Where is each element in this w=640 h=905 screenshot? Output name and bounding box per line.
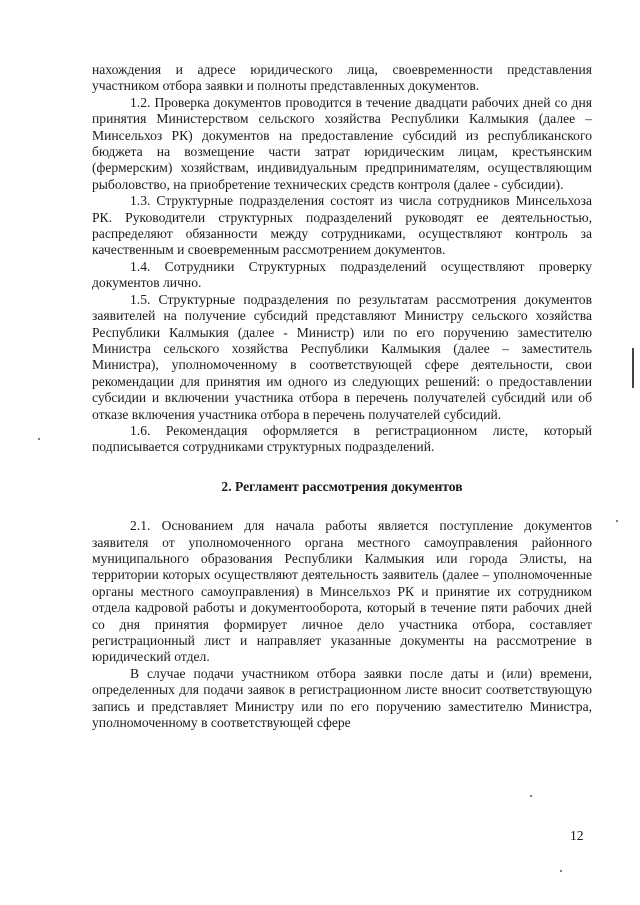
scan-speck [38,438,40,440]
scan-speck [616,520,618,522]
paragraph-1-5: 1.5. Структурные подразделения по результатам рассмотрения документов заявителей на получение субсидий представляют Министру сельского хозяйства Республики Калмыкия (далее - Министр) или по его поручению заместителю Министра сельского хозяйства Республики Калмыкия (далее – заместитель Министра), уполномоченному в соответствующей сфере деятельности, свои рекомендации для принятия им одного из следующих решений: о предоставлении субсидии и включении участника отбора в перечень получателей субсидий или об отказе включения участника отбора в перечень получателей субсидий. [92,291,592,422]
page-number: 12 [570,828,584,843]
scan-speck [560,870,562,872]
scan-edge-mark [632,348,634,388]
paragraph-2-1: 2.1. Основанием для начала работы является поступление документов заявителя от уполномоченного органа местного самоуправления районного муниципального образования Республики Калмыкия или города Элисты, на территории которых осуществляют деятельность заявитель (далее – уполномоченные органы местного самоуправления) в Минсельхоз РК и принятие их сотрудником отдела кадровой работы и документооборота, который в течение пяти рабочих дней со дня принятия формирует личное дело участника отбора, составляет регистрационный лист и направляет указанные документы на рассмотрение в юридический отдел. [92,518,592,665]
paragraph-late-submission: В случае подачи участником отбора заявки после даты и (или) времени, определенных для подачи заявок в регистрационном листе вносит соответствующую запись и представляет Министру или по его поручению заместителю Министра, уполномоченному в соответствующей сфере [92,665,592,731]
paragraph-continuation: нахождения и адресе юридического лица, своевременности представления участником отбора заявки и полноты представленных документов. [92,62,592,94]
scan-speck [530,795,532,797]
section-heading: 2. Регламент рассмотрения документов [221,478,463,494]
paragraph-1-2: 1.2. Проверка документов проводится в течение двадцати рабочих дней со дня принятия Министерством сельского хозяйства Республики Калмыкия (далее – Минсельхоз РК) документов на предоставление субсидий из республиканского бюджета на возмещение части затрат юридическим лицам, крестьянским (фермерским) хозяйствам, индивидуальным предпринимателям, осуществляющим рыболовство, на приобретение технических средств контроля (далее - субсидии). [92,94,592,192]
paragraph-1-3: 1.3. Структурные подразделения состоят из числа сотрудников Минсельхоза РК. Руководители структурных подразделений руководят ее деятельностью, распределяют обязанности между сотрудниками, осуществляют контроль за качественным и своевременным рассмотрением документов. [92,193,592,258]
paragraph-1-6: 1.6. Рекомендация оформляется в регистрационном листе, который подписывается сотрудниками структурных подразделений. [92,422,592,455]
document-body [92,62,592,731]
paragraph-1-4: 1.4. Сотрудники Структурных подразделений осуществляют проверку документов лично. [92,258,592,291]
